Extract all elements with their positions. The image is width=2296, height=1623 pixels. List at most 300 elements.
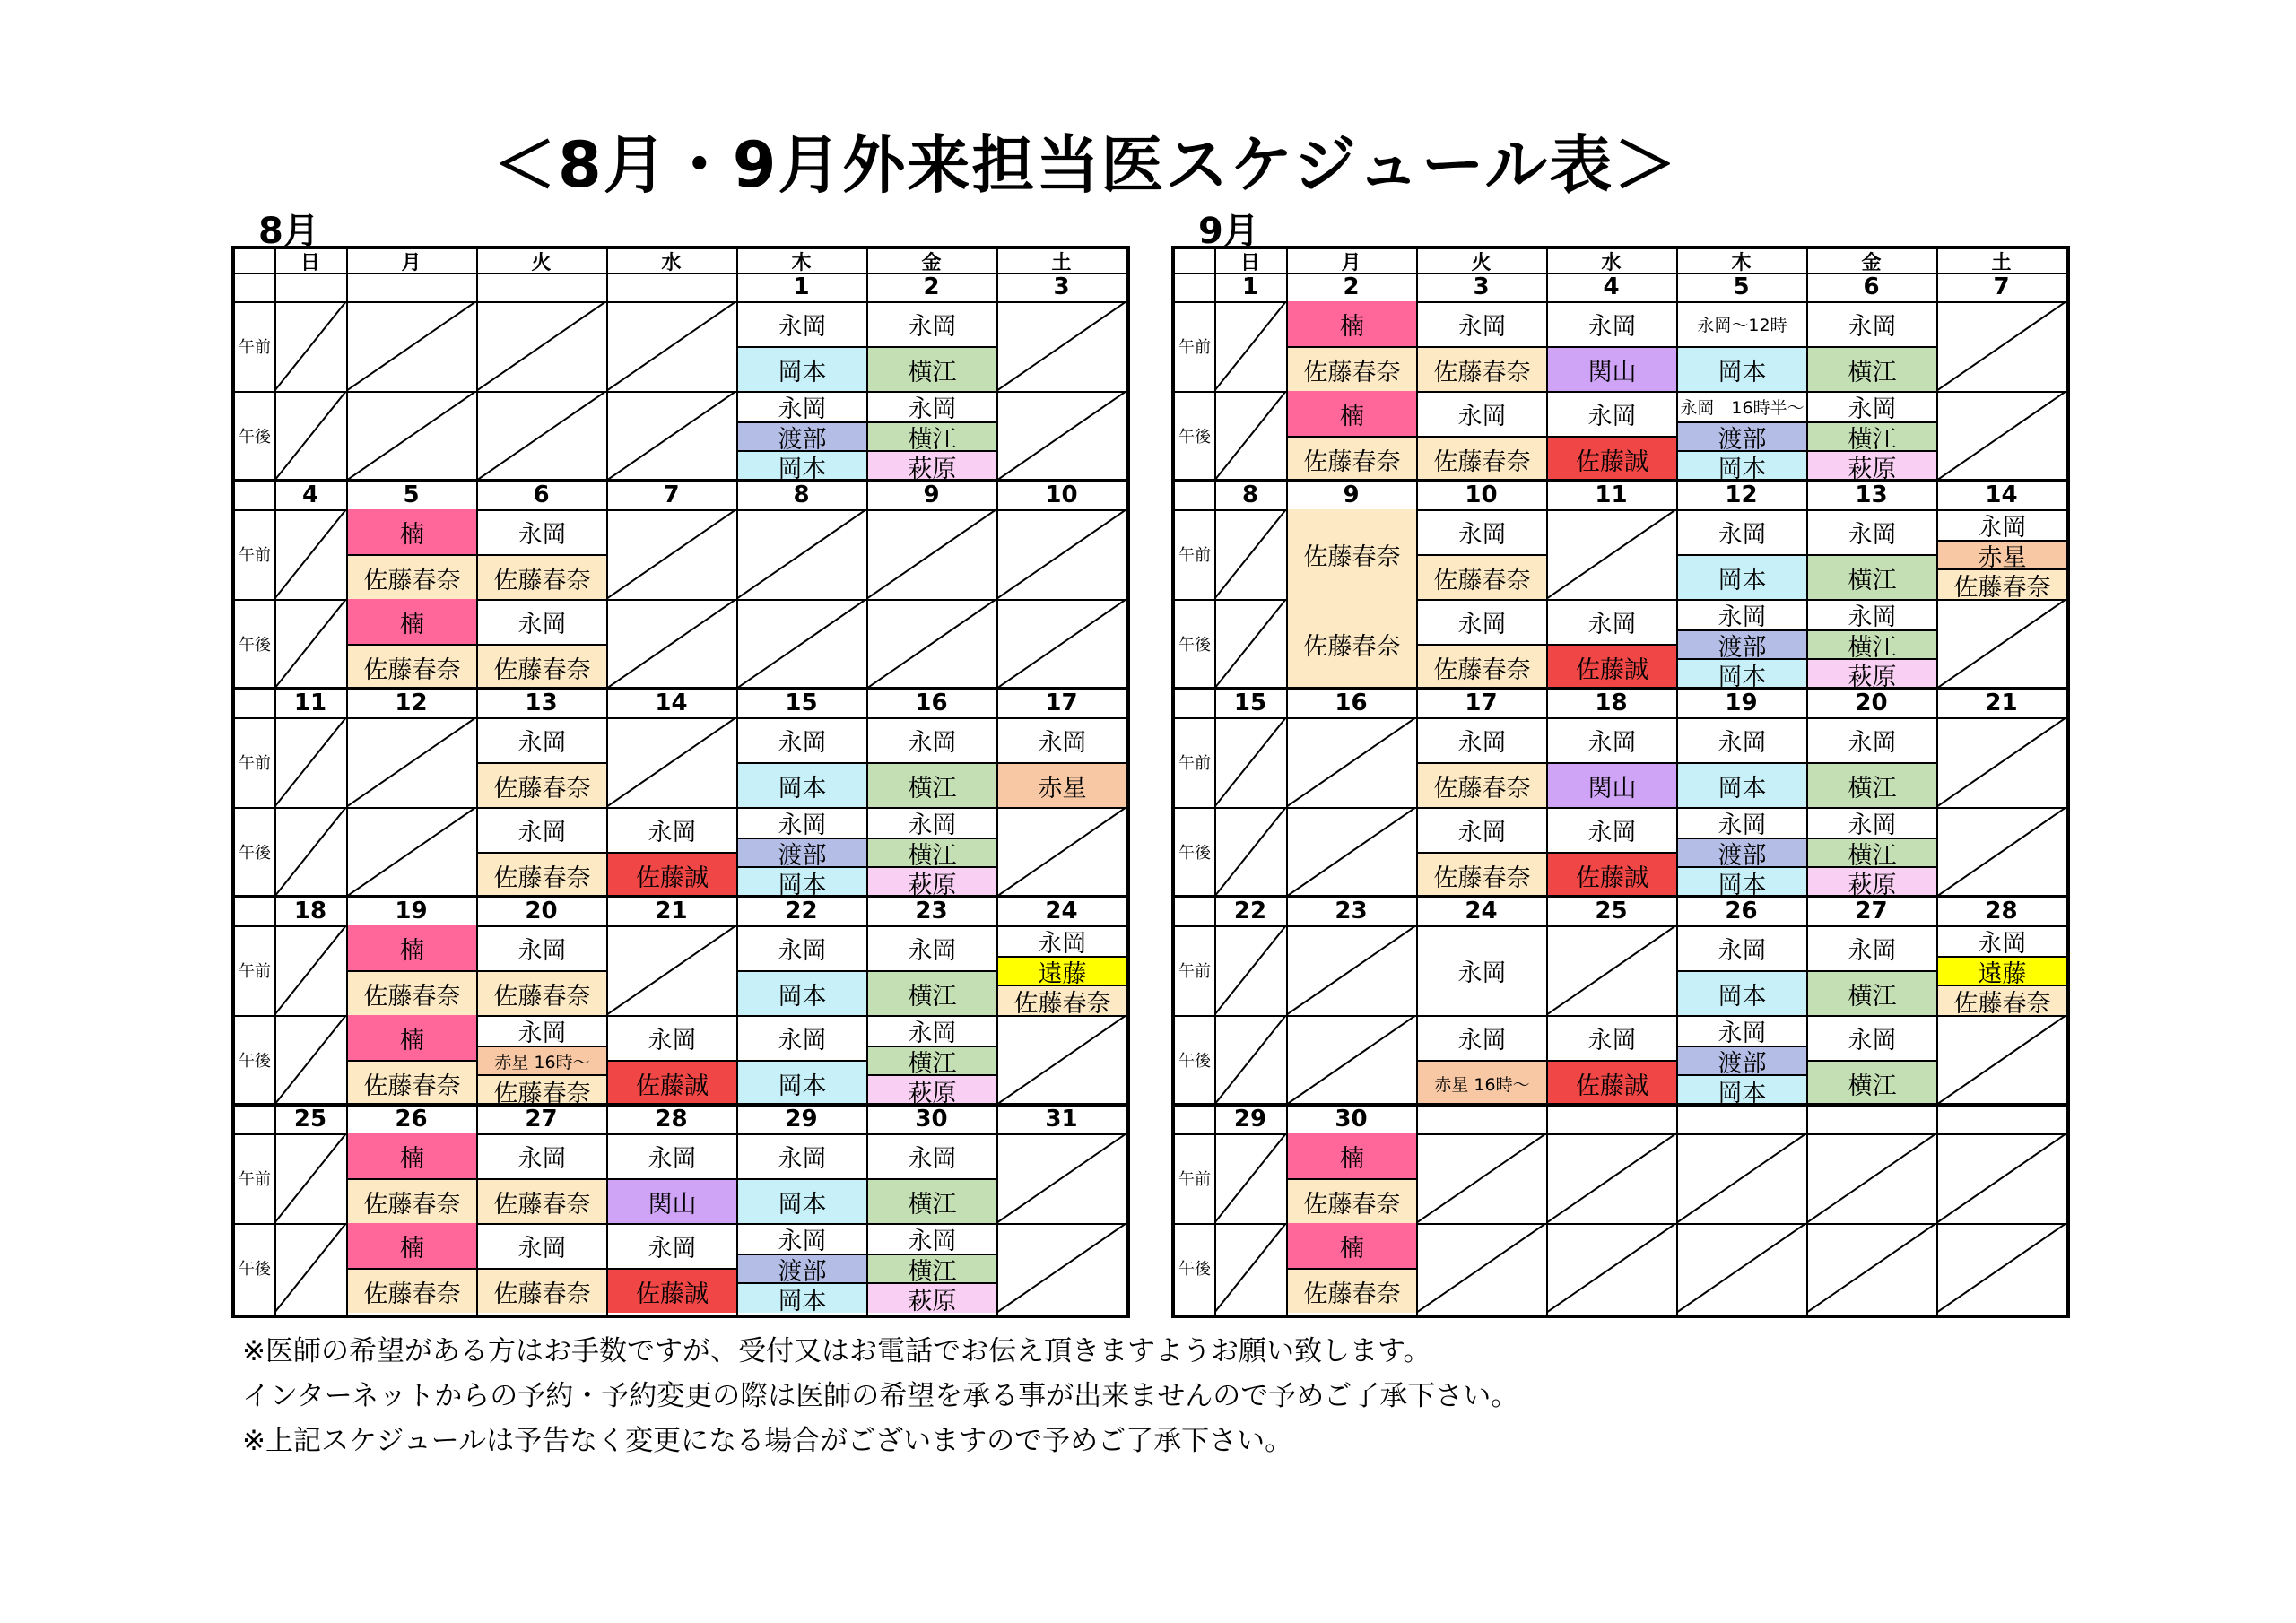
doctor-cell: 永岡 bbox=[1587, 610, 1637, 638]
empty-cell-slash bbox=[1806, 1133, 1936, 1223]
empty-cell-slash bbox=[274, 807, 346, 897]
doctor-cell: 赤星 16時～ bbox=[1418, 1060, 1546, 1105]
doctor-cell: 永岡 bbox=[778, 395, 827, 421]
weekday-header: 水 bbox=[661, 251, 682, 273]
doctor-cell: 楠 bbox=[348, 1133, 476, 1178]
doctor-cell: 永岡 bbox=[908, 312, 957, 341]
doctor-cell: 遠藤 bbox=[998, 956, 1126, 985]
doctor-cell: 関山 bbox=[1548, 346, 1676, 391]
empty-cell-slash bbox=[274, 391, 346, 481]
date-number: 20 bbox=[1855, 690, 1888, 716]
doctor-cell: 横江 bbox=[868, 762, 996, 807]
empty-cell-slash bbox=[1214, 391, 1286, 481]
empty-cell-slash bbox=[606, 599, 736, 689]
empty-cell-slash bbox=[274, 301, 346, 391]
doctor-cell: 横江 bbox=[1808, 554, 1936, 599]
doctor-cell: 横江 bbox=[868, 421, 996, 450]
am-label: 午前 bbox=[239, 546, 271, 565]
empty-cell-slash bbox=[346, 301, 476, 391]
doctor-cell: 岡本 bbox=[1678, 450, 1806, 481]
doctor-cell: 佐藤春奈 bbox=[348, 970, 476, 1015]
doctor-cell: 永岡 bbox=[1718, 936, 1767, 965]
empty-cell-slash bbox=[346, 717, 476, 807]
empty-cell-slash bbox=[996, 1015, 1126, 1105]
date-number: 29 bbox=[785, 1106, 818, 1133]
empty-cell-slash bbox=[1214, 1133, 1286, 1223]
doctor-cell: 萩原 bbox=[1808, 450, 1936, 481]
date-number: 18 bbox=[1595, 690, 1628, 716]
doctor-cell: 永岡 16時半～ bbox=[1680, 397, 1805, 418]
empty-cell-slash bbox=[1546, 509, 1676, 599]
date-number: 31 bbox=[1045, 1106, 1078, 1133]
doctor-cell: 佐藤春奈 bbox=[1418, 762, 1546, 807]
empty-cell-slash bbox=[606, 391, 736, 481]
grid-line bbox=[1214, 249, 1216, 1315]
weekday-header: 土 bbox=[1051, 251, 1072, 273]
doctor-cell: 楠 bbox=[348, 509, 476, 554]
date-number: 1 bbox=[793, 273, 810, 300]
doctor-cell: 岡本 bbox=[1678, 554, 1806, 599]
doctor-cell: 楠 bbox=[1288, 301, 1416, 346]
doctor-cell: 永岡 bbox=[908, 811, 957, 838]
am-label: 午前 bbox=[1178, 1170, 1211, 1189]
doctor-cell: 永岡 bbox=[908, 1019, 957, 1046]
doctor-cell: 佐藤春奈 bbox=[1418, 346, 1546, 391]
date-number: 6 bbox=[1863, 273, 1880, 300]
empty-cell-slash bbox=[1214, 301, 1286, 391]
doctor-cell: 渡部 bbox=[1678, 421, 1806, 450]
doctor-cell: 佐藤春奈 bbox=[348, 1060, 476, 1105]
doctor-cell: 岡本 bbox=[738, 762, 866, 807]
doctor-cell: 佐藤春奈 bbox=[998, 985, 1126, 1015]
doctor-cell: 永岡 bbox=[1587, 402, 1637, 430]
date-number: 23 bbox=[915, 898, 948, 924]
date-number: 10 bbox=[1465, 482, 1498, 508]
date-number: 14 bbox=[655, 690, 688, 716]
pm-label: 午後 bbox=[239, 844, 271, 863]
doctor-cell: 佐藤誠 bbox=[1548, 1060, 1676, 1105]
weekday-header: 日 bbox=[300, 251, 320, 273]
empty-cell-slash bbox=[1214, 509, 1286, 599]
month-label-august: 8月 bbox=[258, 211, 319, 252]
date-number: 9 bbox=[1343, 482, 1360, 508]
empty-cell-slash bbox=[1936, 301, 2066, 391]
empty-cell-slash bbox=[1936, 807, 2066, 897]
doctor-cell: 楠 bbox=[1288, 1223, 1416, 1268]
doctor-cell: 永岡 bbox=[778, 312, 827, 341]
date-number: 28 bbox=[655, 1106, 688, 1133]
doctor-cell: 永岡 bbox=[1457, 610, 1507, 638]
empty-cell-slash bbox=[1214, 599, 1286, 689]
empty-cell-slash bbox=[866, 599, 996, 689]
doctor-cell: 横江 bbox=[1808, 1060, 1936, 1105]
doctor-cell: 佐藤誠 bbox=[1548, 436, 1676, 481]
doctor-cell: 横江 bbox=[1808, 346, 1936, 391]
doctor-cell: 渡部 bbox=[738, 421, 866, 450]
date-number: 23 bbox=[1335, 898, 1368, 924]
pm-label: 午後 bbox=[1178, 1052, 1211, 1071]
date-number: 19 bbox=[1725, 690, 1758, 716]
empty-cell-slash bbox=[1936, 1015, 2066, 1105]
date-number: 5 bbox=[1733, 273, 1750, 300]
doctor-cell: 永岡 bbox=[1848, 395, 1897, 421]
doctor-cell: 永岡 bbox=[1848, 603, 1897, 629]
doctor-cell: 永岡 bbox=[1587, 1026, 1637, 1055]
empty-cell-slash bbox=[476, 391, 606, 481]
doctor-cell: 佐藤春奈 bbox=[1288, 1178, 1416, 1223]
doctor-cell: 佐藤春奈 bbox=[478, 554, 606, 599]
doctor-cell: 横江 bbox=[1808, 838, 1936, 866]
doctor-cell: 岡本 bbox=[1678, 970, 1806, 1015]
date-number bbox=[606, 273, 736, 301]
doctor-cell: 横江 bbox=[868, 838, 996, 866]
doctor-cell: 佐藤春奈 bbox=[1938, 985, 2066, 1015]
doctor-cell: 永岡 bbox=[1848, 1026, 1897, 1055]
doctor-cell: 岡本 bbox=[1678, 866, 1806, 897]
doctor-cell: 楠 bbox=[348, 1223, 476, 1268]
doctor-cell: 楠 bbox=[348, 599, 476, 644]
doctor-cell: 佐藤春奈 bbox=[478, 644, 606, 689]
doctor-cell: 萩原 bbox=[868, 1074, 996, 1105]
page-title: ＜8月・9月外来担当医スケジュール表＞ bbox=[493, 128, 1679, 202]
date-number bbox=[346, 273, 476, 301]
date-number bbox=[1936, 1105, 2066, 1133]
pm-label: 午後 bbox=[239, 428, 271, 447]
date-number: 26 bbox=[395, 1106, 428, 1133]
doctor-cell: 永岡 bbox=[517, 1019, 567, 1046]
date-number bbox=[1416, 1105, 1546, 1133]
doctor-cell: 永岡 bbox=[1718, 728, 1767, 757]
doctor-cell: 永岡 bbox=[908, 936, 957, 965]
doctor-cell: 永岡 bbox=[648, 1026, 697, 1055]
empty-cell-slash bbox=[274, 1133, 346, 1223]
doctor-cell: 佐藤春奈 bbox=[1288, 346, 1416, 391]
empty-cell-slash bbox=[1416, 1223, 1546, 1313]
note-line: ※上記スケジュールは予告なく変更になる場合がございますので予めご了承下さい。 bbox=[242, 1425, 1293, 1457]
doctor-cell: 永岡 bbox=[1457, 520, 1507, 549]
weekday-header: 水 bbox=[1601, 251, 1622, 273]
doctor-cell: 永岡 bbox=[1587, 312, 1637, 341]
empty-cell-slash bbox=[1286, 717, 1416, 807]
am-label: 午前 bbox=[239, 754, 271, 773]
date-number: 25 bbox=[1595, 898, 1628, 924]
doctor-cell: 永岡 bbox=[1718, 1019, 1767, 1046]
doctor-cell: 遠藤 bbox=[1938, 956, 2066, 985]
date-number: 9 bbox=[923, 482, 940, 508]
doctor-cell: 横江 bbox=[1808, 421, 1936, 450]
doctor-cell: 永岡 bbox=[1457, 959, 1507, 987]
doctor-cell: 岡本 bbox=[1678, 346, 1806, 391]
empty-cell-slash bbox=[274, 1223, 346, 1313]
date-number: 11 bbox=[1595, 482, 1628, 508]
date-number: 28 bbox=[1985, 898, 2018, 924]
pm-label: 午後 bbox=[239, 1052, 271, 1071]
date-number: 1 bbox=[1241, 273, 1259, 300]
weekday-header: 火 bbox=[531, 251, 552, 273]
doctor-cell: 横江 bbox=[868, 1254, 996, 1282]
doctor-cell: 永岡 bbox=[778, 1026, 827, 1055]
doctor-cell: 永岡 bbox=[517, 1234, 567, 1263]
date-number: 15 bbox=[785, 690, 818, 716]
doctor-cell: 岡本 bbox=[738, 346, 866, 391]
doctor-cell: 楠 bbox=[1288, 391, 1416, 436]
date-number: 13 bbox=[525, 690, 558, 716]
date-number: 25 bbox=[293, 1106, 327, 1133]
doctor-cell: 永岡 bbox=[517, 520, 567, 549]
doctor-cell: 佐藤誠 bbox=[608, 1060, 736, 1105]
weekday-header: 木 bbox=[1731, 251, 1752, 273]
date-number: 7 bbox=[1993, 273, 2010, 300]
doctor-cell: 佐藤春奈 bbox=[478, 970, 606, 1015]
date-number: 22 bbox=[785, 898, 818, 924]
doctor-cell: 永岡 bbox=[1848, 312, 1897, 341]
empty-cell-slash bbox=[736, 509, 866, 599]
doctor-cell: 渡部 bbox=[1678, 838, 1806, 866]
am-label: 午前 bbox=[1178, 546, 1211, 565]
doctor-cell: 永岡 bbox=[778, 811, 827, 838]
empty-cell-slash bbox=[1286, 1015, 1416, 1105]
doctor-cell: 関山 bbox=[1548, 762, 1676, 807]
date-number bbox=[1676, 1105, 1806, 1133]
doctor-cell: 永岡 bbox=[648, 1234, 697, 1263]
am-label: 午前 bbox=[1178, 754, 1211, 773]
date-number: 26 bbox=[1725, 898, 1758, 924]
doctor-cell: 永岡 bbox=[908, 1227, 957, 1254]
doctor-cell: 佐藤春奈 bbox=[1418, 436, 1546, 481]
doctor-cell: 岡本 bbox=[738, 1060, 866, 1105]
am-label: 午前 bbox=[1178, 962, 1211, 981]
empty-cell-slash bbox=[1286, 925, 1416, 1015]
weekday-header: 金 bbox=[921, 251, 942, 273]
doctor-cell: 佐藤誠 bbox=[1548, 644, 1676, 689]
doctor-cell: 永岡 bbox=[1457, 402, 1507, 430]
empty-cell-slash bbox=[606, 301, 736, 391]
date-number: 21 bbox=[1985, 690, 2018, 716]
doctor-cell: 佐藤春奈 bbox=[1418, 644, 1546, 689]
doctor-cell: 佐藤春奈 bbox=[1938, 568, 2066, 599]
doctor-cell: 永岡 bbox=[1848, 520, 1897, 549]
date-number: 6 bbox=[533, 482, 550, 508]
doctor-cell: 岡本 bbox=[1678, 762, 1806, 807]
doctor-cell: 岡本 bbox=[1678, 658, 1806, 689]
empty-cell-slash bbox=[996, 509, 1126, 599]
doctor-cell: 永岡 bbox=[517, 1144, 567, 1173]
doctor-cell: 渡部 bbox=[738, 838, 866, 866]
doctor-cell: 赤星 bbox=[998, 762, 1126, 807]
doctor-cell: 佐藤春奈 bbox=[478, 1178, 606, 1223]
date-number: 27 bbox=[1855, 898, 1888, 924]
date-number: 16 bbox=[1335, 690, 1368, 716]
date-number: 10 bbox=[1045, 482, 1078, 508]
doctor-cell: 永岡 bbox=[1978, 513, 2027, 540]
doctor-cell: 永岡 bbox=[1457, 312, 1507, 341]
doctor-cell: 萩原 bbox=[868, 450, 996, 481]
empty-cell-slash bbox=[606, 717, 736, 807]
doctor-cell: 永岡 bbox=[908, 728, 957, 757]
doctor-cell: 佐藤春奈 bbox=[1418, 852, 1546, 897]
empty-cell-slash bbox=[346, 807, 476, 897]
doctor-cell: 永岡 bbox=[1848, 936, 1897, 965]
doctor-cell: 永岡～12時 bbox=[1697, 315, 1787, 335]
date-number: 18 bbox=[293, 898, 327, 924]
grid-line bbox=[274, 249, 276, 1315]
doctor-cell: 横江 bbox=[1808, 629, 1936, 658]
pm-label: 午後 bbox=[1178, 428, 1211, 447]
doctor-cell: 萩原 bbox=[868, 1282, 996, 1313]
doctor-cell: 佐藤春奈 bbox=[1288, 1268, 1416, 1313]
doctor-cell: 佐藤春奈 bbox=[348, 1178, 476, 1223]
date-number: 15 bbox=[1233, 690, 1267, 716]
doctor-cell: 岡本 bbox=[738, 1282, 866, 1313]
empty-cell-slash bbox=[1936, 599, 2066, 689]
doctor-cell: 永岡 bbox=[1038, 728, 1087, 757]
month-label-september: 9月 bbox=[1198, 211, 1259, 252]
date-number: 8 bbox=[1241, 482, 1259, 508]
doctor-cell: 佐藤誠 bbox=[1548, 852, 1676, 897]
doctor-cell: 永岡 bbox=[517, 936, 567, 965]
doctor-cell: 佐藤春奈 bbox=[478, 1074, 606, 1105]
am-label: 午前 bbox=[1178, 338, 1211, 357]
calendar-september bbox=[1171, 246, 2070, 1318]
empty-cell-slash bbox=[1214, 807, 1286, 897]
doctor-cell: 横江 bbox=[868, 1178, 996, 1223]
empty-cell-slash bbox=[274, 717, 346, 807]
doctor-cell: 岡本 bbox=[1678, 1074, 1806, 1105]
empty-cell-slash bbox=[1546, 1133, 1676, 1223]
weekday-header: 月 bbox=[401, 251, 422, 273]
weekday-header: 日 bbox=[1239, 251, 1260, 273]
pm-label: 午後 bbox=[239, 636, 271, 655]
empty-cell-slash bbox=[1546, 925, 1676, 1015]
doctor-cell: 永岡 bbox=[1038, 929, 1087, 956]
doctor-cell: 岡本 bbox=[738, 1178, 866, 1223]
empty-cell-slash bbox=[1416, 1133, 1546, 1223]
note-line: インターネットからの予約・予約変更の際は医師の希望を承る事が出来ませんので予めご了承下さい。 bbox=[242, 1380, 1519, 1412]
doctor-cell: 横江 bbox=[868, 970, 996, 1015]
date-number: 24 bbox=[1045, 898, 1078, 924]
date-number: 13 bbox=[1855, 482, 1888, 508]
doctor-cell: 楠 bbox=[1288, 1133, 1416, 1178]
date-number: 17 bbox=[1045, 690, 1078, 716]
doctor-cell: 萩原 bbox=[1808, 658, 1936, 689]
calendar-august bbox=[231, 246, 1130, 1318]
doctor-cell: 佐藤春奈 bbox=[1288, 599, 1416, 689]
note-line: ※医師の希望がある方はお手数ですが、受付又はお電話でお伝え頂きますようお願い致します。 bbox=[242, 1335, 1431, 1367]
doctor-cell: 佐藤春奈 bbox=[1418, 554, 1546, 599]
doctor-cell: 佐藤春奈 bbox=[348, 1268, 476, 1313]
doctor-cell: 永岡 bbox=[778, 1144, 827, 1173]
doctor-cell: 赤星 bbox=[1938, 540, 2066, 568]
empty-cell-slash bbox=[1286, 807, 1416, 897]
doctor-cell: 楠 bbox=[348, 1015, 476, 1060]
date-number: 4 bbox=[301, 482, 319, 508]
pm-label: 午後 bbox=[239, 1260, 271, 1279]
empty-cell-slash bbox=[996, 599, 1126, 689]
empty-cell-slash bbox=[274, 925, 346, 1015]
doctor-cell: 永岡 bbox=[648, 1144, 697, 1173]
doctor-cell: 佐藤春奈 bbox=[348, 554, 476, 599]
doctor-cell: 永岡 bbox=[778, 1227, 827, 1254]
date-number: 5 bbox=[403, 482, 420, 508]
doctor-cell: 永岡 bbox=[778, 728, 827, 757]
empty-cell-slash bbox=[996, 1133, 1126, 1223]
am-label: 午前 bbox=[239, 1170, 271, 1189]
doctor-cell: 永岡 bbox=[1848, 728, 1897, 757]
doctor-cell: 永岡 bbox=[1457, 1026, 1507, 1055]
date-number: 8 bbox=[793, 482, 810, 508]
date-number: 19 bbox=[395, 898, 428, 924]
empty-cell-slash bbox=[736, 599, 866, 689]
doctor-cell: 永岡 bbox=[1718, 520, 1767, 549]
weekday-header: 木 bbox=[791, 251, 812, 273]
empty-cell-slash bbox=[1214, 717, 1286, 807]
pm-label: 午後 bbox=[1178, 844, 1211, 863]
date-number: 30 bbox=[1335, 1106, 1368, 1133]
empty-cell-slash bbox=[606, 509, 736, 599]
doctor-cell: 永岡 bbox=[1978, 929, 2027, 956]
doctor-cell: 佐藤誠 bbox=[608, 1268, 736, 1313]
doctor-cell: 永岡 bbox=[778, 936, 827, 965]
date-number: 27 bbox=[525, 1106, 558, 1133]
date-number: 20 bbox=[525, 898, 558, 924]
doctor-cell: 佐藤春奈 bbox=[478, 762, 606, 807]
date-number: 22 bbox=[1233, 898, 1267, 924]
doctor-cell: 永岡 bbox=[1457, 728, 1507, 757]
date-number: 11 bbox=[293, 690, 327, 716]
doctor-cell: 萩原 bbox=[1808, 866, 1936, 897]
doctor-cell: 萩原 bbox=[868, 866, 996, 897]
date-number bbox=[274, 273, 346, 301]
doctor-cell: 永岡 bbox=[1848, 811, 1897, 838]
am-label: 午前 bbox=[239, 338, 271, 357]
date-number: 14 bbox=[1985, 482, 2018, 508]
weekday-header: 金 bbox=[1861, 251, 1882, 273]
date-number: 17 bbox=[1465, 690, 1498, 716]
doctor-cell: 岡本 bbox=[738, 970, 866, 1015]
grid-line bbox=[1126, 249, 1128, 1315]
doctor-cell: 永岡 bbox=[1718, 811, 1767, 838]
doctor-cell: 横江 bbox=[1808, 970, 1936, 1015]
grid-line bbox=[2066, 249, 2068, 1315]
doctor-cell: 佐藤誠 bbox=[608, 852, 736, 897]
doctor-cell: 永岡 bbox=[517, 818, 567, 846]
doctor-cell: 佐藤春奈 bbox=[348, 644, 476, 689]
date-number: 16 bbox=[915, 690, 948, 716]
empty-cell-slash bbox=[1546, 1223, 1676, 1313]
doctor-cell: 永岡 bbox=[517, 610, 567, 638]
date-number: 2 bbox=[923, 273, 940, 300]
doctor-cell: 岡本 bbox=[738, 450, 866, 481]
empty-cell-slash bbox=[996, 391, 1126, 481]
empty-cell-slash bbox=[866, 509, 996, 599]
doctor-cell: 永岡 bbox=[908, 395, 957, 421]
doctor-cell: 岡本 bbox=[738, 866, 866, 897]
empty-cell-slash bbox=[1214, 925, 1286, 1015]
doctor-cell: 永岡 bbox=[1587, 728, 1637, 757]
empty-cell-slash bbox=[606, 925, 736, 1015]
empty-cell-slash bbox=[346, 391, 476, 481]
empty-cell-slash bbox=[1936, 717, 2066, 807]
doctor-cell: 渡部 bbox=[738, 1254, 866, 1282]
notes bbox=[242, 1329, 1518, 1463]
date-number: 7 bbox=[663, 482, 680, 508]
date-number bbox=[1806, 1105, 1936, 1133]
empty-cell-slash bbox=[1676, 1133, 1806, 1223]
empty-cell-slash bbox=[1676, 1223, 1806, 1313]
empty-cell-slash bbox=[996, 301, 1126, 391]
empty-cell-slash bbox=[1936, 1133, 2066, 1223]
empty-cell-slash bbox=[1214, 1015, 1286, 1105]
